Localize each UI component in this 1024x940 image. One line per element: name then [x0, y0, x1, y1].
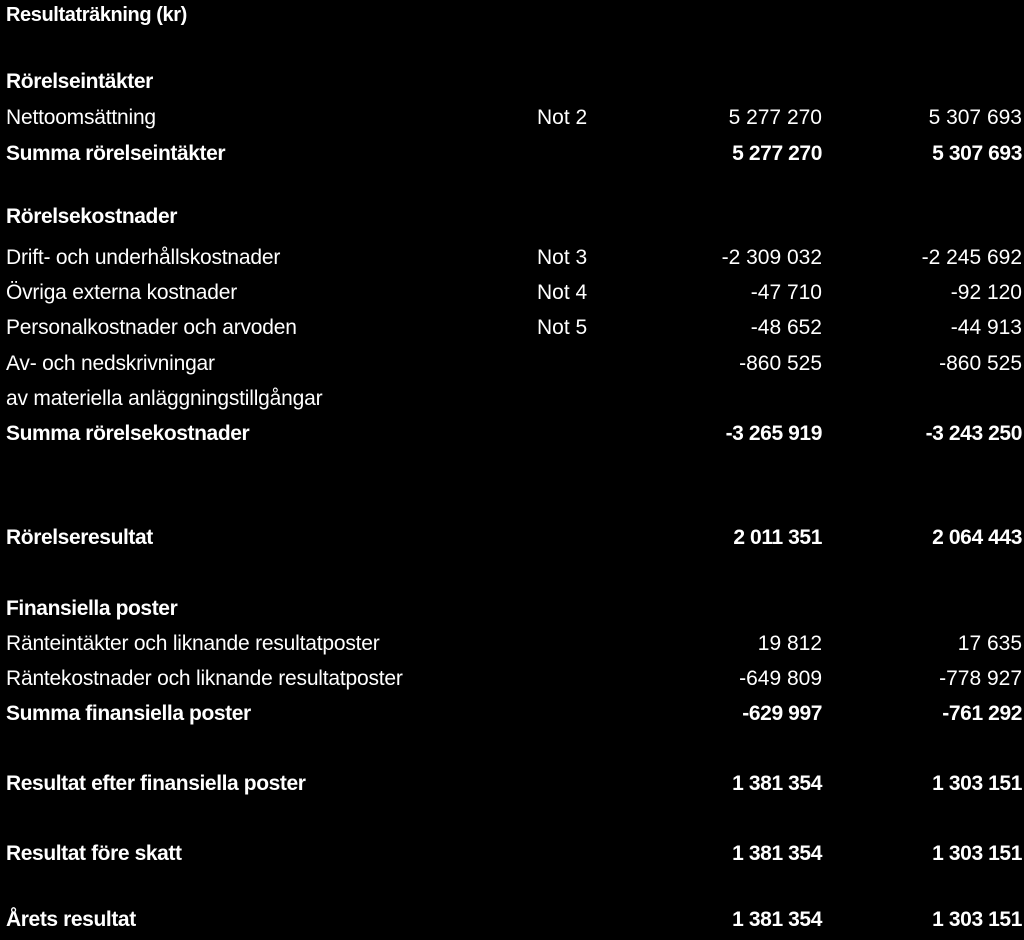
row-label: Räntekostnader och liknande resultatposter	[6, 667, 403, 690]
statement-row	[0, 595, 1024, 629]
row-value-current-year: 1 381 354	[732, 908, 822, 931]
statement-row	[0, 840, 1024, 874]
row-label: Rörelsekostnader	[6, 205, 178, 228]
statement-row	[0, 700, 1024, 734]
row-value-current-year: -860 525	[739, 352, 822, 375]
row-note: Not 4	[537, 281, 588, 304]
row-label: Rörelseintäkter	[6, 70, 153, 93]
row-label: Årets resultat	[6, 908, 136, 931]
statement-row	[0, 314, 1024, 348]
row-value-previous-year: 5 307 693	[932, 142, 1022, 165]
row-value-previous-year: 5 307 693	[928, 106, 1022, 129]
row-label: Summa rörelsekostnader	[6, 422, 250, 445]
row-value-previous-year: 2 064 443	[932, 526, 1022, 549]
row-value-previous-year: 1 303 151	[932, 772, 1022, 795]
statement-row	[0, 420, 1024, 454]
row-value-current-year: -629 997	[742, 702, 822, 725]
statement-title-text: Resultaträkning (kr)	[6, 4, 187, 26]
statement-row	[0, 104, 1024, 138]
row-value-current-year: -48 652	[750, 316, 822, 339]
statement-row	[0, 630, 1024, 664]
row-value-previous-year: -92 120	[950, 281, 1022, 304]
row-label: av materiella anläggningstillgångar	[6, 387, 323, 410]
row-label: Övriga externa kostnader	[6, 281, 237, 304]
statement-row	[0, 279, 1024, 313]
row-label: Rörelseresultat	[6, 526, 153, 549]
row-value-current-year: -3 265 919	[725, 422, 822, 445]
statement-row	[0, 68, 1024, 102]
statement-row	[0, 385, 1024, 419]
row-value-previous-year: -860 525	[939, 352, 1022, 375]
statement-row	[0, 203, 1024, 237]
row-note: Not 3	[537, 246, 588, 269]
row-value-current-year: 1 381 354	[732, 772, 822, 795]
row-label: Finansiella poster	[6, 597, 178, 620]
statement-row	[0, 140, 1024, 174]
statement-row	[0, 770, 1024, 804]
row-value-current-year: -2 309 032	[721, 246, 822, 269]
row-value-previous-year: 1 303 151	[932, 842, 1022, 865]
statement-row	[0, 524, 1024, 558]
row-value-previous-year: -2 245 692	[921, 246, 1022, 269]
statement-row	[0, 665, 1024, 699]
row-label: Nettoomsättning	[6, 106, 156, 129]
row-value-previous-year: -761 292	[942, 702, 1022, 725]
row-note: Not 2	[537, 106, 588, 129]
row-label: Av- och nedskrivningar	[6, 352, 215, 375]
row-label: Summa rörelseintäkter	[6, 142, 226, 165]
row-label: Personalkostnader och arvoden	[6, 316, 297, 339]
row-value-previous-year: 1 303 151	[932, 908, 1022, 931]
row-value-current-year: 5 277 270	[732, 142, 822, 165]
statement-title	[0, 2, 1024, 36]
statement-row	[0, 244, 1024, 278]
statement-row	[0, 906, 1024, 940]
row-value-current-year: 2 011 351	[733, 526, 822, 549]
row-label: Resultat efter finansiella poster	[6, 772, 306, 795]
statement-row	[0, 350, 1024, 384]
row-value-current-year: 1 381 354	[732, 842, 822, 865]
row-value-previous-year: -3 243 250	[925, 422, 1022, 445]
row-label: Resultat före skatt	[6, 842, 182, 865]
row-value-current-year: 5 277 270	[728, 106, 822, 129]
row-label: Summa finansiella poster	[6, 702, 251, 725]
row-value-current-year: 19 812	[757, 632, 822, 655]
row-value-previous-year: -778 927	[939, 667, 1022, 690]
row-label: Drift- och underhållskostnader	[6, 246, 281, 269]
row-value-previous-year: -44 913	[950, 316, 1022, 339]
row-label: Ränteintäkter och liknande resultatposter	[6, 632, 380, 655]
row-value-current-year: -47 710	[750, 281, 822, 304]
row-note: Not 5	[537, 316, 588, 339]
row-value-previous-year: 17 635	[957, 632, 1022, 655]
row-value-current-year: -649 809	[739, 667, 822, 690]
